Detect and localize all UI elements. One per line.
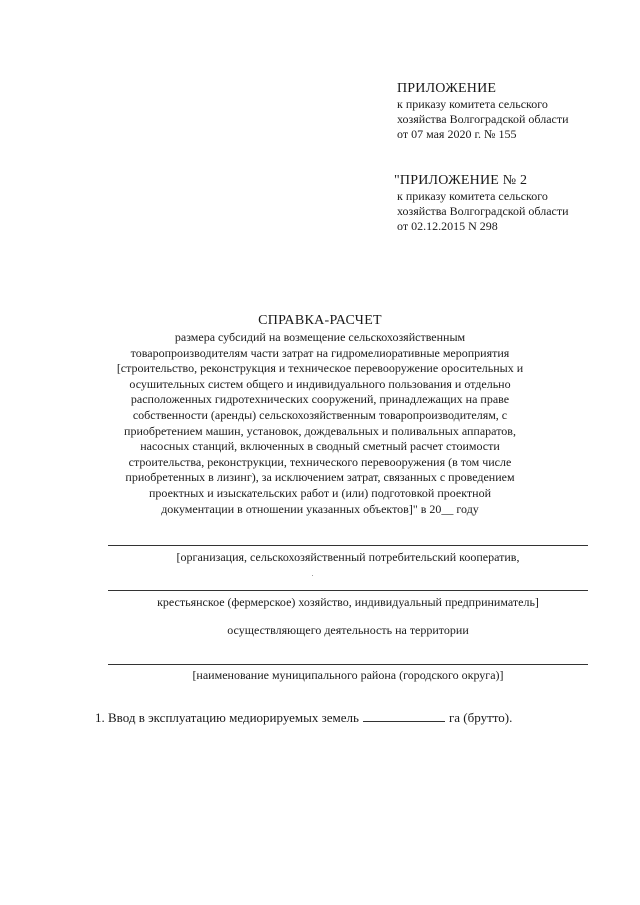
appendix-2-heading: "ПРИЛОЖЕНИЕ № 2 [394, 173, 528, 188]
subtitle-line: расположенных гидротехнических сооружений, принадлежащих на праве [130, 392, 510, 407]
caption-organization: [организация, сельскохозяйственный потребительский кооператив, [176, 550, 520, 564]
item-1-unit: га (брутто). [448, 710, 513, 725]
organization-fill-line [108, 545, 588, 546]
subtitle-line: приобретением машин, установок, дождевальных и поливальных аппаратов, [124, 423, 516, 438]
caption-territory: осуществляющего деятельность на территории [227, 623, 469, 637]
appendix-1-line: от 07 мая 2020 г. № 155 [397, 127, 517, 141]
district-fill-line [108, 664, 588, 665]
appendix-2-line: хозяйства Волгоградской области [397, 204, 569, 218]
subtitle-line: товаропроизводителям части затрат на гидромелиоративные мероприятия [130, 345, 510, 360]
subtitle-line: приобретенных в лизинг), за исключением затрат, связанных с проведением [125, 470, 515, 485]
subtitle-line: [строительство, реконструкция и техническое перевооружение оросительных и [116, 361, 524, 376]
appendix-header-1 [397, 80, 627, 142]
item-1-label: 1. Ввод в эксплуатацию медиорируемых земель [95, 710, 359, 725]
subtitle-line: проектных и изыскательских работ и (или) подготовкой проектной [149, 485, 491, 500]
appendix-header-2 [394, 172, 627, 234]
subtitle-line: документации в отношении указанных объектов]" в 20__ году [161, 501, 479, 516]
caption-farm: крестьянское (фермерское) хозяйство, индивидуальный предприниматель] [157, 595, 539, 609]
appendix-1-line: хозяйства Волгоградской области [397, 112, 569, 126]
item-1-land-commissioning [95, 710, 512, 726]
caption-district: [наименование муниципального района (городского округа)] [192, 668, 504, 682]
subtitle-line: строительства, реконструкции, технического перевооружения (в том числе [128, 454, 512, 469]
appendix-1-line: к приказу комитета сельского [397, 97, 548, 111]
appendix-1-heading: ПРИЛОЖЕНИЕ [397, 81, 497, 96]
subtitle-line: собственности (аренды) сельскохозяйственным товаропроизводителям, с [132, 407, 508, 422]
document-subtitle [108, 330, 532, 517]
item-1-blank-field[interactable] [363, 710, 445, 722]
subtitle-line: осушительных систем общего и индивидуального пользования и отдельно [129, 376, 511, 391]
document-title: СПРАВКА-РАСЧЕТ [258, 313, 382, 328]
scan-speck [312, 575, 313, 576]
appendix-2-line: от 02.12.2015 N 298 [397, 219, 498, 233]
farm-fill-line [108, 590, 588, 591]
appendix-2-line: к приказу комитета сельского [397, 189, 548, 203]
subtitle-line: размера субсидий на возмещение сельскохозяйственным [174, 330, 466, 344]
subtitle-line: насосных станций, включенных в сводный сметный расчет стоимости [140, 439, 500, 454]
